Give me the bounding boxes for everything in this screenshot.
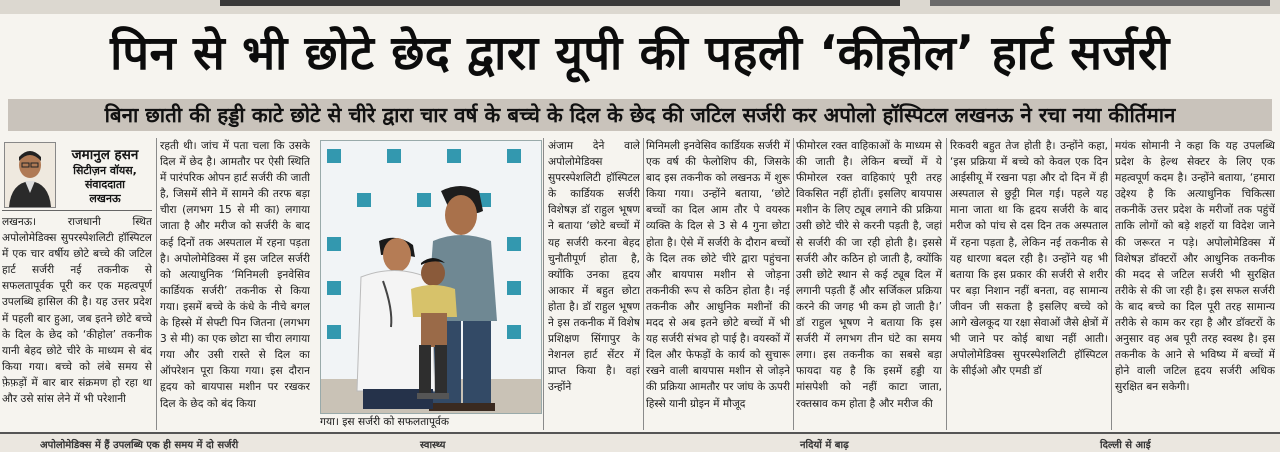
top-page-strip: [0, 0, 1280, 14]
reporter-role-2: संवाददाता: [84, 178, 126, 191]
column-divider: [156, 138, 157, 430]
bottom-headline-4: दिल्ली से आई: [1100, 440, 1151, 451]
reporter-city: लखनऊ: [89, 192, 121, 205]
headline: पिन से भी छोटे छेद द्वारा यूपी की पहली ‘कीहोल’ हार्ट सर्जरी: [110, 26, 1170, 81]
bottom-headline-1: अपोलोमेडिक्स में हैं उपलब्धि एक ही समय में दो सर्जरी: [40, 440, 239, 451]
column-divider: [1111, 138, 1112, 430]
reporter-role: सिटीज़न वॉयस,: [73, 164, 137, 177]
reporter-photo: [4, 142, 56, 208]
article-column-6: रिकवरी बहुत तेज होती है। उन्होंने कहा, ‘इस प्रक्रिया में बच्चे को केवल एक दिन आईसीयू में रखना पड़ा और दो दिन में ही अस्पताल से छुट्टी मिल गई। पहले यह माना जाता था कि हृदय सर्जरी के बाद मरीज को पांच से दस दिन तक अस्पताल में रहना पड़ता है, लेकिन नई तकनीक से यह धारणा बदल रही है। उन्होंने यह भी बताया कि इस प्रकार की सर्जरी से शरीर पर बड़ा निशान नहीं बनता, वह सामान्य जीवन जी सकता है इसलिए बच्चे को आगे खेलकूद या रक्षा सेवाओं जैसे क्षेत्रों में भी जाने पर कोई बाधा नहीं आती। अपोलोमेडिक्स सुपरस्पेशलिटी हॉस्पिटल के सीईओ और एमडी डॉ: [950, 140, 1108, 378]
top-dark-band-right: [930, 0, 1270, 6]
article-column-3: अंजाम देने वाले अपोलोमेडिक्स सुपरस्पेशलिटी हॉस्पिटल के कार्डियक सर्जरी विशेषज्ञ डॉ राहुल भूषण ने बताया ‘छोटे बच्चों में यह सर्जरी करना बेहद चुनौतीपूर्ण होता है, क्योंकि उनका हृदय आकार में बहुत छोटा होता है। डॉ राहुल भूषण ने इस तकनीक में विशेष प्रशिक्षण सिंगापुर के नेशनल हार्ट सेंटर में प्राप्त किया है। वहां उन्होंने: [548, 140, 640, 394]
article-column-2: रहती थी। जांच में पता चला कि उसके दिल में छेद है। आमतौर पर ऐसी स्थिति में पारंपरिक ओपन हार्ट सर्जरी की जाती है, जिसमें सीने में सामने की तरफ बड़ा चीरा (लगभग 15 से मी का) लगाया जाता है और मरीज को सर्जरी के बाद कई दिनों तक अस्पताल में रहना पड़ता है। अपोलोमेडिक्स में इस जटिल सर्जरी को अत्याधुनिक ‘मिनिमली इनवेसिव कार्डियक सर्जरी’ तकनीक से किया गया। इसमें बच्चे के कंधे के नीचे बगल के हिस्से में सेफ्टी पिन जितना (लगभग 3 से मी) का एक छोटा सा चीरा लगाया गया और उसी रास्ते से दिल का ऑपरेशन पूरा किया गया। इस दौरान हृदय को बायपास मशीन पर रखकर दिल के छेद को बंद किया: [160, 140, 310, 410]
column-divider: [543, 138, 544, 430]
byline: [2, 142, 152, 211]
bottom-next-article-strip: [0, 432, 1280, 452]
article-column-7: मयंक सोमानी ने कहा कि यह उपलब्धि प्रदेश के हेल्थ सेक्टर के लिए एक महत्वपूर्ण कदम है। उन्होंने बताया, ‘हमारा उद्देश्य है कि अत्याधुनिक चिकित्सा तकनीकें उत्तर प्रदेश के मरीजों तक पहुंचें ताकि लोगों को बड़े शहरों या विदेश जाने की जरूरत न पड़े। अपोलोमेडिक्स में विशेषज्ञ डॉक्टरों और आधुनिक तकनीक की मदद से जटिल सर्जरी भी सुरक्षित तरीके से की जा रही है। इस सफल सर्जरी के बाद बच्चे का दिल पूरी तरह सामान्य तरीके से काम कर रहा है और डॉक्टरों के अनुसार वह अब पूरी तरह स्वस्थ है। इस तकनीक के आने से भविष्य में बच्चों में होने वाली जटिल हृदय सर्जरी अधिक सुरक्षित बन सकेगी।: [1115, 140, 1275, 394]
reporter-name: जमानुल हसन: [71, 147, 139, 163]
column-divider: [946, 138, 947, 430]
column-divider: [793, 138, 794, 430]
article-column-4: मिनिमली इनवेसिव कार्डियक सर्जरी में एक वर्ष की फेलोशिप की, जिसके बाद इस तकनीक को लखनऊ में शुरू किया गया। उन्होंने बताया, ‘छोटे बच्चों का दिल आम तौर पे वयस्क व्यक्ति के दिल से 3 से 4 गुना छोटा होता है। ऐसे में सर्जरी के दौरान बच्चों के दिल तक छोटे चीरे द्वारा पहुंचना और बायपास मशीन से जोड़ना तकनीकी रूप से कठिन होता है। नई तकनीक और आधुनिक मशीनों की मदद से अब इतने छोटे बच्चों में भी यह सर्जरी संभव हो पाई है। वयस्कों में दिल और फेफड़ों के कार्य को सुचारू रखने वाली बायपास मशीन से जोड़ने की प्रक्रिया आमतौर पर जांघ के ऊपरी हिस्से यानी ग्रोइन में मौजूद: [646, 140, 790, 410]
subheadline: बिना छाती की हड्डी काटे छोटे से चीरे द्वारा चार वर्ष के बच्चे के दिल के छेद की जटिल सर्जरी कर अपोलो हॉस्पिटल लखनऊ ने रचा नया कीर्तिमान: [8, 99, 1272, 131]
photo-caption: गया। इस सर्जरी को सफलतापूर्वक: [320, 416, 450, 428]
column-divider: [643, 138, 644, 430]
article-column-1: लखनऊ। राजधानी स्थित अपोलोमेडिक्स सुपरस्पेशलिटी हॉस्पिटल में एक चार वर्षीय छोटे बच्चे की जटिल हार्ट सर्जरी नई तकनीक से सफलतापूर्वक पूरी कर एक महत्वपूर्ण उपलब्धि हासिल की है। यह उत्तर प्रदेश में पहली बार हुआ, जब इतने छोटे बच्चे के दिल के छेद को ‘कीहोल’ तकनीक यानी बेहद छोटे चीरे के माध्यम से बंद किया गया। बच्चे को लंबे समय से फ़ेफ़ड़ों में बार बार संक्रमण हो रहा था और उसे सांस लेने में भी परेशानी: [2, 216, 152, 406]
article-column-5: फीमोरल रक्त वाहिकाओं के माध्यम से की जाती है। लेकिन बच्चों में ये फीमोरल रक्त वाहिकाएं पूरी तरह विकसित नहीं होतीं। इसलिए बायपास मशीन के लिए ट्यूब लगाने की प्रक्रिया उसी छोटे चीरे से करनी पड़ती है, जहां से सर्जरी की जा रही होती है। इससे सर्जरी और कठिन हो जाती है, क्योंकि उसी छोटे स्थान से कई ट्यूब दिल में लगानी पड़ती हैं और सर्जिकल प्रक्रिया करने की जगह भी कम हो जाती है।’ डॉ राहुल भूषण ने बताया कि इस सर्जरी में लगभग तीन घंटे का समय लगा। इस तकनीक का सबसे बड़ा फायदा यह है कि इसमें हड्डी या मांसपेशी को नहीं काटा जाता, रक्तस्राव कम होता है और मरीज की: [796, 140, 942, 410]
top-dark-band: [220, 0, 900, 6]
article-photo: [320, 140, 542, 414]
bottom-headline-3: नदियों में बाढ़: [800, 440, 849, 451]
bottom-headline-2: स्वास्थ्य: [420, 440, 446, 451]
